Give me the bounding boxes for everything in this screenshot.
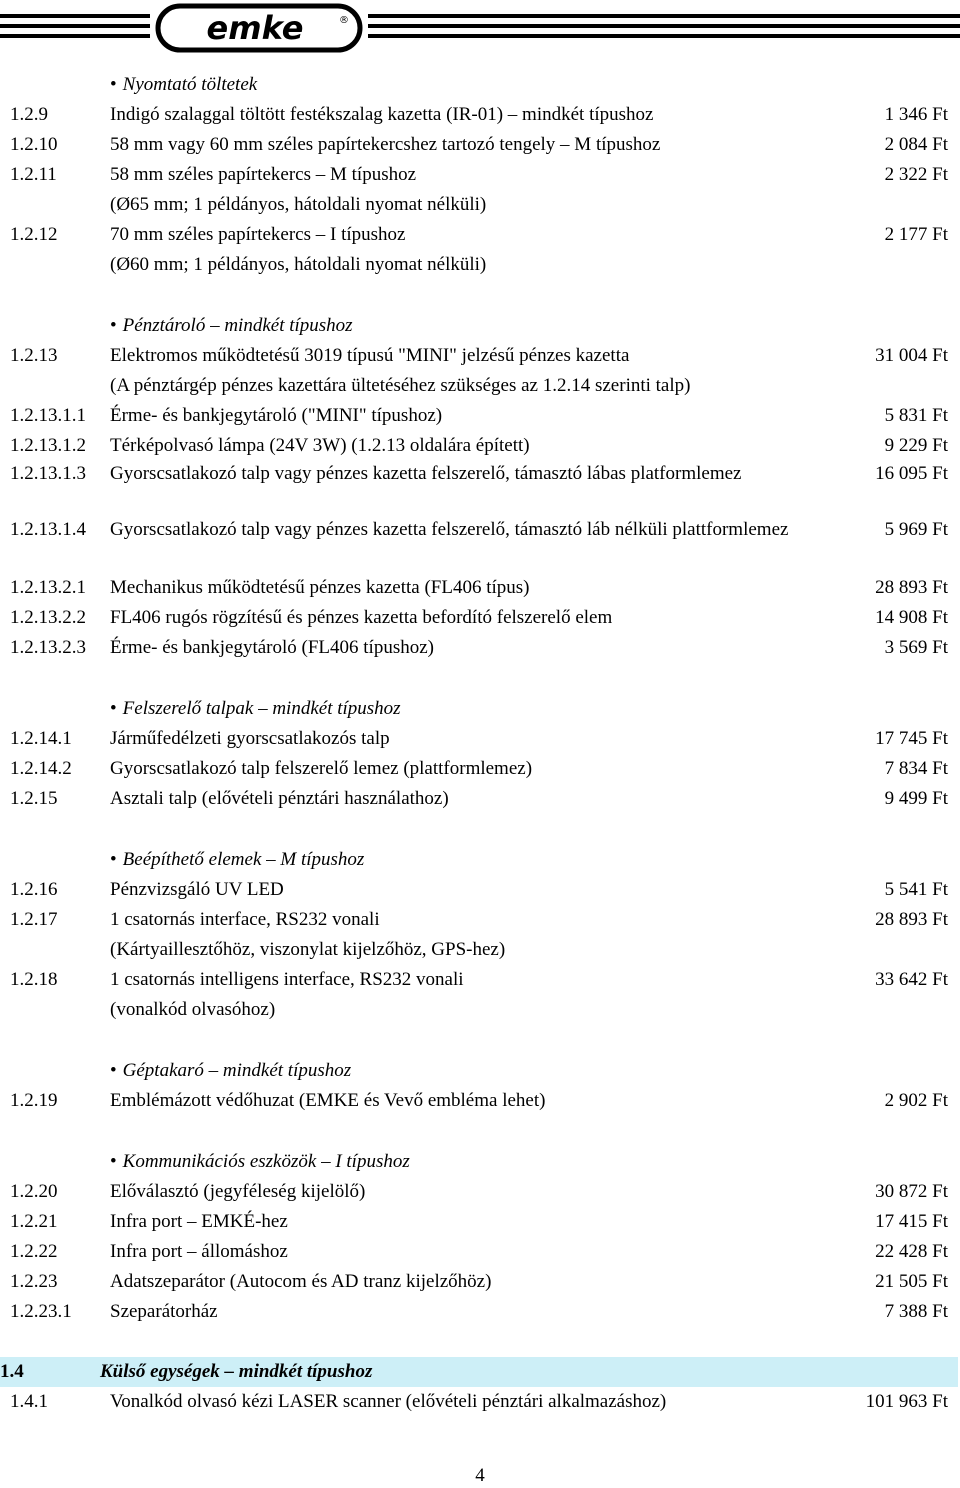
item-price: 1 346 Ft: [884, 104, 948, 125]
table-row: [10, 1267, 948, 1297]
item-description: 1 csatornás interface, RS232 vonali: [110, 909, 380, 930]
header-rule-right-2: [368, 24, 960, 28]
header-rule-left: [0, 14, 150, 18]
table-row: [10, 461, 948, 517]
item-code: 1.2.14.2: [10, 758, 72, 779]
item-description: Gyorscsatlakozó talp vagy pénzes kazetta felszerelő, támasztó lábas platformlemez: [110, 463, 742, 484]
item-price: 31 004 Ft: [875, 345, 948, 366]
item-code: 1.2.23: [10, 1271, 58, 1292]
table-row: [10, 517, 948, 573]
item-price: 5 969 Ft: [884, 519, 948, 540]
table-row: [10, 341, 948, 371]
header-rule-right-3: [368, 34, 960, 38]
item-code: 1.4: [0, 1361, 24, 1382]
table-row: [10, 220, 948, 250]
section-spacer: [10, 1327, 948, 1357]
section-spacer: [10, 1025, 948, 1056]
item-price: 2 322 Ft: [884, 164, 948, 185]
item-code: 1.2.17: [10, 909, 58, 930]
item-description: Mechanikus működtetésű pénzes kazetta (FL406 típus): [110, 577, 530, 598]
section-title: [10, 845, 948, 875]
header-rule-left-2: [0, 24, 150, 28]
table-row: [10, 431, 948, 461]
item-code: 1.2.13.2.1: [10, 577, 86, 598]
section-title: [10, 70, 948, 100]
item-code: 1.2.13.2.2: [10, 607, 86, 628]
item-code: 1.2.13.1.1: [10, 405, 86, 426]
item-price: 101 963 Ft: [865, 1391, 948, 1412]
item-code: 1.2.20: [10, 1181, 58, 1202]
table-row: [10, 100, 948, 130]
table-row: [10, 603, 948, 633]
item-code: 1.2.19: [10, 1090, 58, 1111]
item-description: 58 mm széles papírtekercs – M típushoz: [110, 164, 417, 185]
item-code: 1.2.13.1.3: [10, 463, 86, 484]
item-description: Térképolvasó lámpa (24V 3W) (1.2.13 oldalára épített): [110, 435, 530, 456]
item-price: 33 642 Ft: [875, 969, 948, 990]
section-title-text: Felszerelő talpak – mindkét típushoz: [122, 698, 401, 719]
item-price: 22 428 Ft: [875, 1241, 948, 1262]
table-row: [10, 754, 948, 784]
table-row: [10, 1237, 948, 1267]
item-price: 7 834 Ft: [884, 758, 948, 779]
item-code: 1.2.11: [10, 164, 57, 185]
table-row: [10, 633, 948, 663]
item-code: 1.2.10: [10, 134, 58, 155]
item-description: Érme- és bankjegytároló ("MINI" típushoz): [110, 405, 443, 426]
item-price: 17 745 Ft: [875, 728, 948, 749]
bullet-icon: •: [110, 74, 117, 95]
table-row: [10, 875, 948, 905]
item-description: Gyorscsatlakozó talp felszerelő lemez (plattformlemez): [110, 758, 533, 779]
item-price: 7 388 Ft: [884, 1301, 948, 1322]
item-note: (Ø60 mm; 1 példányos, hátoldali nyomat nélküli): [110, 254, 487, 275]
section-title-text: Nyomtató töltetek: [122, 74, 258, 95]
table-row: [10, 965, 948, 995]
item-description: Szeparátorház: [110, 1301, 218, 1322]
item-code: 1.2.13: [10, 345, 58, 366]
bullet-icon: •: [110, 315, 117, 336]
item-note: (A pénztárgép pénzes kazettára ültetéséhez szükséges az 1.2.14 szerinti talp): [110, 375, 691, 396]
item-price: 2 902 Ft: [884, 1090, 948, 1111]
section-spacer: [10, 663, 948, 694]
item-price: 9 499 Ft: [884, 788, 948, 809]
table-row: [10, 130, 948, 160]
item-code: 1.2.15: [10, 788, 58, 809]
section-spacer: [10, 814, 948, 845]
item-price: 21 505 Ft: [875, 1271, 948, 1292]
section-spacer: [10, 1116, 948, 1147]
item-description: Adatszeparátor (Autocom és AD tranz kijelzőhöz): [110, 1271, 492, 1292]
item-code: 1.2.13.2.3: [10, 637, 86, 658]
item-description: 1 csatornás intelligens interface, RS232 vonali: [110, 969, 464, 990]
item-description: Indigó szalaggal töltött festékszalag kazetta (IR-01) – mindkét típushoz: [110, 104, 654, 125]
item-code: 1.2.14.1: [10, 728, 72, 749]
header-rule-left-3: [0, 34, 150, 38]
item-code: 1.2.13.1.4: [10, 519, 86, 540]
section-title: [10, 1056, 948, 1086]
item-price: 28 893 Ft: [875, 909, 948, 930]
table-row: [10, 905, 948, 935]
item-description: Elektromos működtetésű 3019 típusú "MINI" jelzésű pénzes kazetta: [110, 345, 630, 366]
section-title-text: Kommunikációs eszközök – I típushoz: [122, 1151, 410, 1172]
section-title-text: Beépíthető elemek – M típushoz: [122, 849, 365, 870]
table-row: [10, 160, 948, 190]
item-description: Infra port – állomáshoz: [110, 1241, 288, 1262]
section-title: [10, 694, 948, 724]
item-description: Járműfedélzeti gyorscsatlakozós talp: [110, 728, 390, 749]
item-description: Pénzvizsgáló UV LED: [110, 879, 284, 900]
item-note: (Ø65 mm; 1 példányos, hátoldali nyomat nélküli): [110, 194, 487, 215]
table-row: [10, 1207, 948, 1237]
item-code: 1.2.18: [10, 969, 58, 990]
item-price: 9 229 Ft: [884, 435, 948, 456]
header-rule-right: [368, 14, 960, 18]
item-code: 1.2.23.1: [10, 1301, 72, 1322]
table-row: [10, 1177, 948, 1207]
table-row: [10, 1297, 948, 1327]
item-note: (vonalkód olvasóhoz): [110, 999, 276, 1020]
table-row: [10, 1387, 948, 1417]
item-code: 1.2.21: [10, 1211, 58, 1232]
page-number: 4: [475, 1465, 485, 1486]
table-row: [10, 573, 948, 603]
item-code: 1.2.13.1.2: [10, 435, 86, 456]
item-description: FL406 rugós rögzítésű és pénzes kazetta befordító felszerelő elem: [110, 607, 613, 628]
section-title-text: Pénztároló – mindkét típushoz: [122, 315, 353, 336]
item-description: Érme- és bankjegytároló (FL406 típushoz): [110, 637, 434, 658]
item-price: 14 908 Ft: [875, 607, 948, 628]
page-header: [0, 0, 960, 58]
emke-logo: [155, 3, 363, 53]
item-code: 1.2.16: [10, 879, 58, 900]
bullet-icon: •: [110, 698, 117, 719]
item-description: Infra port – EMKÉ-hez: [110, 1211, 288, 1232]
item-price: 17 415 Ft: [875, 1211, 948, 1232]
section-title-text: Géptakaró – mindkét típushoz: [122, 1060, 352, 1081]
item-description: 70 mm széles papírtekercs – I típushoz: [110, 224, 406, 245]
logo-text: emke: [206, 9, 304, 47]
item-description: 58 mm vagy 60 mm széles papírtekercshez tartozó tengely – M típushoz: [110, 134, 661, 155]
registered-mark: ®: [339, 15, 349, 26]
bullet-icon: •: [110, 1060, 117, 1081]
bullet-icon: •: [110, 1151, 117, 1172]
table-row: [10, 784, 948, 814]
highlight-row: [0, 1357, 958, 1387]
item-price: 3 569 Ft: [884, 637, 948, 658]
section-spacer: [10, 280, 948, 311]
item-description: Gyorscsatlakozó talp vagy pénzes kazetta felszerelő, támasztó láb nélküli plattformlemez: [110, 519, 789, 540]
item-price: 16 095 Ft: [875, 463, 948, 484]
item-code: 1.2.9: [10, 104, 48, 125]
item-price: 5 831 Ft: [884, 405, 948, 426]
item-price: 28 893 Ft: [875, 577, 948, 598]
item-description: Külső egységek – mindkét típushoz: [100, 1361, 373, 1382]
table-row: [10, 1086, 948, 1116]
table-row: [10, 724, 948, 754]
item-code: 1.4.1: [10, 1391, 48, 1412]
item-description: Vonalkód olvasó kézi LASER scanner (elővételi pénztári alkalmazáshoz): [110, 1391, 667, 1412]
section-title: [10, 1147, 948, 1177]
bullet-icon: •: [110, 849, 117, 870]
item-code: 1.2.22: [10, 1241, 58, 1262]
section-title: [10, 311, 948, 341]
item-price: 2 084 Ft: [884, 134, 948, 155]
item-description: Előválasztó (jegyféleség kijelölő): [110, 1181, 366, 1202]
item-price: 2 177 Ft: [884, 224, 948, 245]
price-list: [0, 70, 948, 1417]
item-price: 30 872 Ft: [875, 1181, 948, 1202]
item-note: (Kártyaillesztőhöz, viszonylat kijelzőhöz, GPS-hez): [110, 939, 506, 960]
item-description: Emblémázott védőhuzat (EMKE és Vevő embléma lehet): [110, 1090, 546, 1111]
table-row: [10, 401, 948, 431]
item-price: 5 541 Ft: [884, 879, 948, 900]
item-code: 1.2.12: [10, 224, 58, 245]
item-description: Asztali talp (elővételi pénztári használathoz): [110, 788, 449, 809]
